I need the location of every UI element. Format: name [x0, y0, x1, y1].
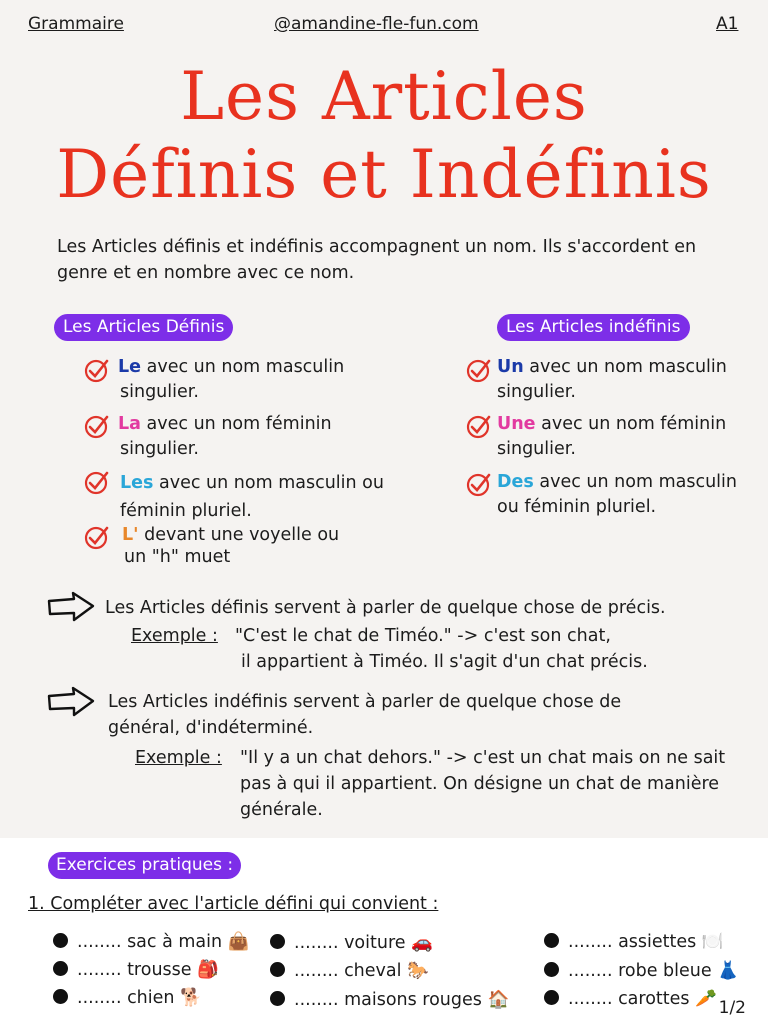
check-circle-icon: [466, 357, 492, 383]
exercise-item-text: ........ sac à main 👜: [77, 932, 250, 952]
exercise-item[interactable]: [270, 989, 509, 1011]
exercise-item[interactable]: [544, 931, 724, 953]
exercise-item[interactable]: [544, 988, 717, 1010]
definis-label: Les Articles Définis: [54, 314, 233, 341]
example-definis-line2: il appartient à Timéo. Il s'agit d'un chat précis.: [241, 652, 648, 672]
article-les: Les: [120, 473, 154, 493]
bullet-icon: [270, 934, 285, 949]
check-circle-icon: [84, 357, 110, 383]
explanation-definis: Les Articles définis servent à parler de quelque chose de précis.: [105, 598, 666, 618]
example-indefinis-line3: générale.: [240, 800, 323, 820]
definis-item-le-text2: singulier.: [120, 382, 199, 402]
intro-text: Les Articles définis et indéfinis accompagnent un nom. Ils s'accordent en genre et en nombre avec ce nom.: [57, 237, 697, 283]
indefinis-item-une: [497, 412, 726, 462]
exercise-item-text: ........ voiture 🚗: [294, 933, 433, 953]
example-indefinis-line1: "Il y a un chat dehors." -> c'est un chat mais on ne sait: [240, 748, 726, 768]
article-des: Des: [497, 472, 534, 492]
exercise-item-text: ........ assiettes 🍽️: [568, 932, 724, 952]
indefinis-item-des-text: avec un nom masculin: [539, 472, 737, 492]
article-le: Le: [118, 357, 142, 377]
bullet-icon: [544, 962, 559, 977]
indefinis-item-un-text2: singulier.: [497, 382, 576, 402]
definis-item-les: [120, 469, 384, 525]
check-circle-icon: [466, 413, 492, 439]
check-circle-icon: [84, 469, 110, 495]
definis-item-les-text: avec un nom masculin ou: [159, 473, 384, 493]
indefinis-item-une-text: avec un nom féminin: [541, 414, 727, 434]
indefinis-item-des-text2: ou féminin pluriel.: [497, 497, 657, 517]
exercise-item-text: ........ trousse 🎒: [77, 960, 219, 980]
article-l: L': [122, 525, 139, 545]
exercise-question: 1. Compléter avec l'article défini qui convient :: [28, 894, 439, 914]
exercise-item-text: ........ maisons rouges 🏠: [294, 990, 510, 1010]
indefinis-item-un: [497, 355, 727, 405]
page-title-line2: Définis et Indéfinis: [56, 136, 712, 213]
definis-item-la-text2: singulier.: [120, 439, 199, 459]
page-title-line1: Les Articles: [180, 58, 588, 135]
bullet-icon: [270, 962, 285, 977]
example-label: [131, 624, 218, 649]
exercise-item[interactable]: [53, 987, 202, 1009]
definis-item-l: [122, 524, 339, 568]
indefinis-item-des: [497, 470, 737, 520]
exercise-item[interactable]: [270, 960, 429, 982]
example-label-text: Exemple :: [131, 626, 218, 646]
definis-item-l-text: devant une voyelle ou: [144, 525, 340, 545]
explanation-indefinis-line1: Les Articles indéfinis servent à parler de quelque chose de: [108, 692, 622, 712]
article-la: La: [118, 414, 141, 434]
definis-item-la-text: avec un nom féminin: [146, 414, 332, 434]
bullet-icon: [53, 989, 68, 1004]
exercise-item[interactable]: [544, 960, 739, 982]
bullet-icon: [544, 990, 559, 1005]
header-level: A1: [716, 14, 739, 34]
bullet-icon: [544, 933, 559, 948]
definis-item-l-text2: un "h" muet: [124, 547, 231, 567]
bullet-icon: [270, 991, 285, 1006]
check-circle-icon: [466, 471, 492, 497]
exercises-label: Exercices pratiques :: [48, 852, 241, 879]
exercise-item-text: ........ robe bleue 👗: [568, 961, 739, 981]
exercise-item-text: ........ chien 🐕: [77, 988, 202, 1008]
explanation-indefinis-line2: général, d'indéterminé.: [108, 718, 314, 738]
page-number: 1/2: [718, 998, 746, 1018]
example-label: [135, 746, 222, 771]
example-label-text: Exemple :: [135, 748, 222, 768]
check-circle-icon: [84, 413, 110, 439]
indefinis-item-une-text2: singulier.: [497, 439, 576, 459]
check-circle-icon: [84, 524, 110, 550]
exercise-item[interactable]: [53, 959, 219, 981]
indefinis-item-un-text: avec un nom masculin: [529, 357, 727, 377]
right-arrow-icon: [46, 685, 96, 719]
definis-item-la: [118, 412, 332, 462]
definis-item-le: [118, 355, 344, 405]
indefinis-label: Les Articles indéfinis: [497, 314, 690, 341]
exercise-item-text: ........ cheval 🐎: [294, 961, 429, 981]
definis-item-le-text: avec un nom masculin: [146, 357, 345, 377]
article-une: Une: [497, 414, 536, 434]
bullet-icon: [53, 933, 68, 948]
exercise-item[interactable]: [270, 932, 433, 954]
right-arrow-icon: [46, 590, 96, 624]
example-indefinis-line2: pas à qui il appartient. On désigne un chat de manière: [240, 774, 720, 794]
exercise-item[interactable]: [53, 931, 249, 953]
article-un: Un: [497, 357, 524, 377]
header-category: Grammaire: [28, 14, 124, 34]
exercise-item-text: ........ carottes 🥕: [568, 989, 717, 1009]
definis-item-les-text2: féminin pluriel.: [120, 501, 252, 521]
header-website-link[interactable]: @amandine-fle-fun.com: [274, 14, 479, 34]
example-definis-line1: "C'est le chat de Timéo." -> c'est son chat,: [235, 626, 611, 646]
bullet-icon: [53, 961, 68, 976]
